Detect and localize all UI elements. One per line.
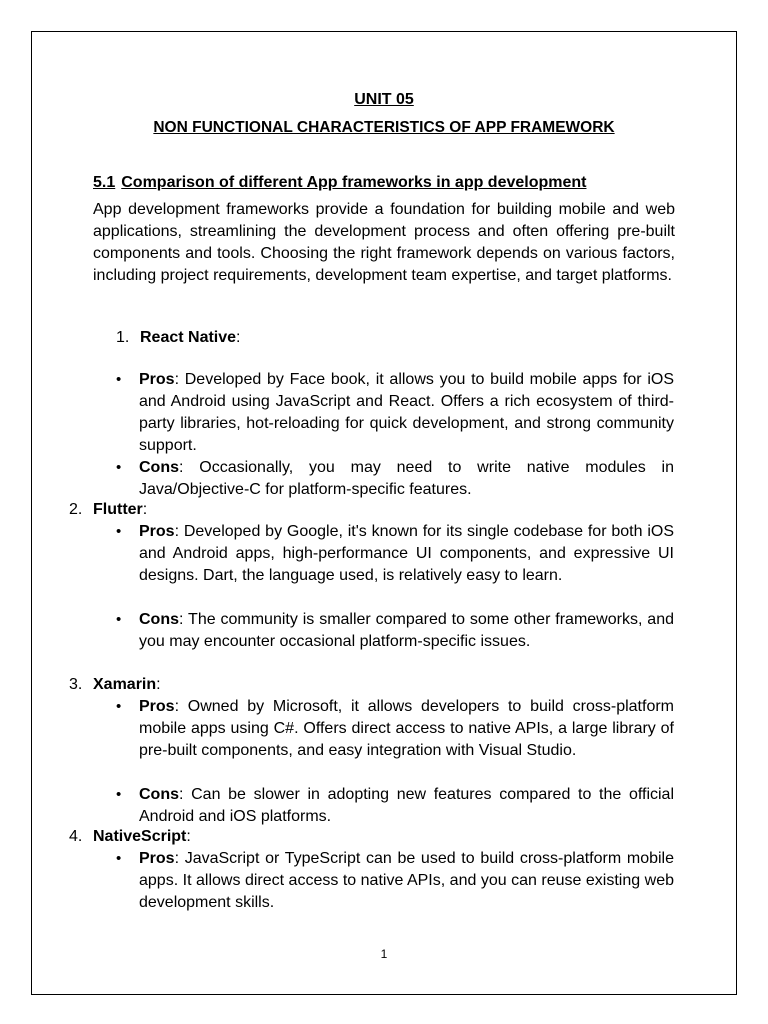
- framework-number: 3.: [69, 676, 83, 693]
- framework-number: 1.: [116, 329, 130, 346]
- bullet-icon: •: [116, 611, 122, 628]
- bullet-icon: •: [116, 850, 122, 867]
- framework-number: 2.: [69, 501, 83, 518]
- pros-label: Pros: [139, 523, 175, 540]
- unit-title: UNIT 05: [354, 91, 414, 108]
- cons-text: [139, 457, 674, 501]
- section-title: Comparison of different App frameworks in app development: [121, 174, 587, 191]
- pros-body: : JavaScript or TypeScript can be used to build cross-platform mobile apps. It allows direct access to native APIs, and you can reuse existing web development skills.: [139, 850, 674, 911]
- bullet-icon: •: [116, 371, 122, 388]
- framework-name: Xamarin: [93, 676, 157, 693]
- pros-text: [139, 369, 674, 457]
- pros-text: [139, 521, 674, 587]
- pros-label: Pros: [139, 850, 175, 867]
- framework-number: 4.: [69, 828, 83, 845]
- cons-label: Cons: [139, 786, 179, 803]
- framework-heading-xamarin: [69, 674, 161, 696]
- framework-suffix: :: [236, 329, 241, 346]
- cons-text: [139, 784, 674, 828]
- pros-body: : Owned by Microsoft, it allows developers to build cross-platform mobile apps using C#. Offers direct access to native APIs, a large library of pre-built components, and easy integration with Visual Studio.: [139, 698, 674, 759]
- cons-text: [139, 609, 674, 653]
- framework-name: Flutter: [93, 501, 143, 518]
- bullet-icon: •: [116, 459, 122, 476]
- pros-label: Pros: [139, 698, 175, 715]
- pros-text: [139, 848, 674, 914]
- framework-suffix: :: [142, 501, 148, 518]
- framework-suffix: :: [156, 676, 161, 693]
- page-number: 1: [380, 947, 388, 961]
- cons-body: : Can be slower in adopting new features compared to the official Android and iOS platforms.: [139, 786, 674, 825]
- bullet-icon: •: [116, 523, 122, 540]
- section-heading: [93, 172, 587, 194]
- bullet-icon: •: [116, 698, 122, 715]
- framework-name: React Native: [140, 329, 237, 346]
- framework-heading-flutter: [69, 499, 147, 521]
- section-number: 5.1: [93, 174, 116, 191]
- framework-name: NativeScript: [93, 828, 187, 845]
- cons-label: Cons: [139, 459, 179, 476]
- pros-body: : Developed by Face book, it allows you to build mobile apps for iOS and Android using JavaScript and React. Offers a rich ecosystem of third-party libraries, hot-reloading for quick development, and strong community support.: [139, 371, 674, 454]
- main-title: NON FUNCTIONAL CHARACTERISTICS OF APP FRAMEWORK: [153, 119, 615, 136]
- framework-suffix: :: [186, 828, 191, 845]
- intro-paragraph: App development frameworks provide a foundation for building mobile and web applications, streamlining the development process and often offering pre-built components and tools. Choosing the right framework depends on various factors, including project requirements, development team expertise, and target platforms.: [93, 201, 675, 284]
- pros-text: [139, 696, 674, 762]
- cons-body: : The community is smaller compared to some other frameworks, and you may encounter occasional platform-specific issues.: [139, 611, 674, 650]
- framework-heading-react-native: [116, 327, 241, 349]
- framework-heading-nativescript: [69, 826, 191, 848]
- pros-label: Pros: [139, 371, 175, 388]
- bullet-icon: •: [116, 786, 122, 803]
- pros-body: : Developed by Google, it's known for its single codebase for both iOS and Android apps, high-performance UI components, and expressive UI designs. Dart, the language used, is relatively easy to learn.: [139, 523, 674, 584]
- cons-label: Cons: [139, 611, 179, 628]
- cons-body: : Occasionally, you may need to write native modules in Java/Objective-C for platform-specific features.: [139, 459, 674, 498]
